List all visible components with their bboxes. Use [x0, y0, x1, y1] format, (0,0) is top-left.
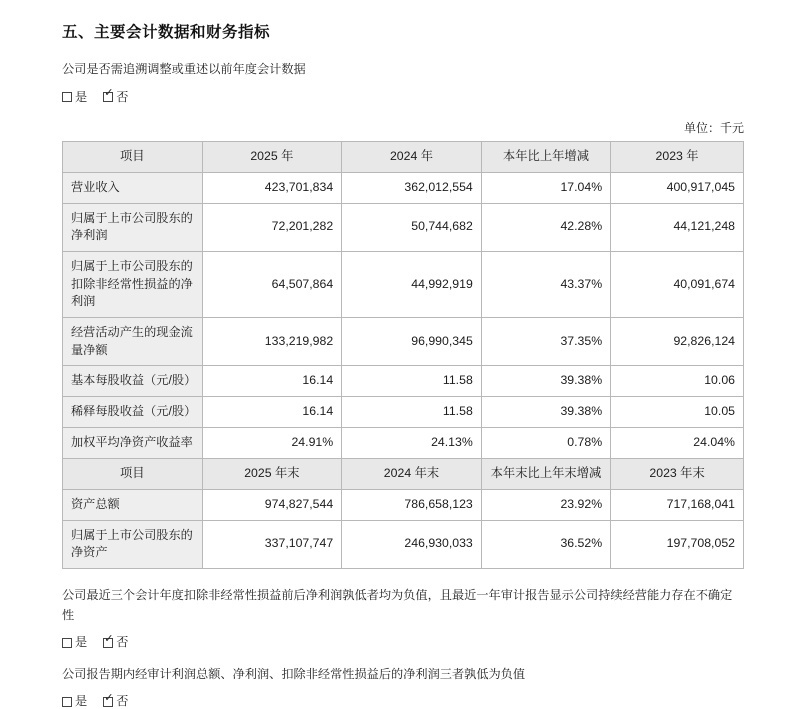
row-value-b: 44,992,919	[342, 251, 482, 317]
table-row	[63, 489, 744, 520]
intro-choice-row	[62, 88, 744, 105]
row-value-a: 423,701,834	[202, 172, 342, 203]
header1-col-d: 2023 年	[611, 141, 744, 172]
header2-col-a: 2025 年末	[202, 458, 342, 489]
row-value-d: 10.05	[611, 397, 744, 428]
checkbox-unchecked-icon[interactable]	[62, 638, 72, 648]
table-row	[63, 366, 744, 397]
row-value-a: 64,507,864	[202, 251, 342, 317]
intro-choice-no-label: 否	[116, 89, 129, 104]
table-row	[63, 428, 744, 459]
row-value-d: 24.04%	[611, 428, 744, 459]
row-value-b: 50,744,682	[342, 203, 482, 251]
header1-col-c: 本年比上年增减	[481, 141, 610, 172]
row-label: 稀释每股收益（元/股）	[63, 397, 203, 428]
row-value-d: 197,708,052	[611, 520, 744, 568]
row-value-b: 96,990,345	[342, 318, 482, 366]
row-value-c: 23.92%	[481, 489, 610, 520]
row-label: 加权平均净资产收益率	[63, 428, 203, 459]
header1-col-b: 2024 年	[342, 141, 482, 172]
checkbox-unchecked-icon[interactable]	[62, 92, 72, 102]
row-label: 归属于上市公司股东的扣除非经常性损益的净利润	[63, 251, 203, 317]
row-label: 营业收入	[63, 172, 203, 203]
intro-choice-no[interactable]	[103, 88, 128, 105]
row-label: 经营活动产生的现金流量净额	[63, 318, 203, 366]
row-value-c: 0.78%	[481, 428, 610, 459]
row-value-a: 24.91%	[202, 428, 342, 459]
row-label: 资产总额	[63, 489, 203, 520]
unit-note: 单位：千元	[683, 120, 744, 135]
checkbox-unchecked-icon[interactable]	[62, 697, 72, 707]
row-label: 归属于上市公司股东的净利润	[63, 203, 203, 251]
row-value-c: 39.38%	[481, 366, 610, 397]
row-value-d: 40,091,674	[611, 251, 744, 317]
note2-choice-row	[62, 692, 744, 709]
row-value-a: 16.14	[202, 366, 342, 397]
note2-choice-yes[interactable]	[62, 692, 87, 709]
row-label: 归属于上市公司股东的净资产	[63, 520, 203, 568]
intro-choice-yes[interactable]	[62, 88, 87, 105]
table-header-row-1	[63, 141, 744, 172]
row-value-a: 974,827,544	[202, 489, 342, 520]
note1-choice-yes[interactable]	[62, 633, 87, 650]
checkbox-checked-icon[interactable]	[103, 697, 113, 707]
row-value-c: 39.38%	[481, 397, 610, 428]
header2-col-d: 2023 年末	[611, 458, 744, 489]
note1-choice-no[interactable]	[103, 633, 128, 650]
note1-choice-no-label: 否	[116, 635, 129, 650]
header2-label: 项目	[63, 458, 203, 489]
header1-label: 项目	[63, 141, 203, 172]
table-row	[63, 251, 744, 317]
row-value-b: 246,930,033	[342, 520, 482, 568]
table-row	[63, 520, 744, 568]
table-header-row-2	[63, 458, 744, 489]
header2-col-c: 本年末比上年末增减	[481, 458, 610, 489]
table-row	[63, 318, 744, 366]
table-row	[63, 203, 744, 251]
row-value-a: 16.14	[202, 397, 342, 428]
row-value-b: 11.58	[342, 366, 482, 397]
intro-paragraph: 公司是否需追溯调整或重述以前年度会计数据	[62, 62, 306, 76]
checkbox-checked-icon[interactable]	[103, 638, 113, 648]
checkbox-checked-icon[interactable]	[103, 92, 113, 102]
row-value-c: 17.04%	[481, 172, 610, 203]
row-value-d: 10.06	[611, 366, 744, 397]
row-value-d: 44,121,248	[611, 203, 744, 251]
row-value-d: 92,826,124	[611, 318, 744, 366]
note2-choice-no[interactable]	[103, 692, 128, 709]
row-value-d: 717,168,041	[611, 489, 744, 520]
row-value-d: 400,917,045	[611, 172, 744, 203]
page-title: 五、主要会计数据和财务指标	[62, 24, 271, 41]
row-value-b: 786,658,123	[342, 489, 482, 520]
row-value-c: 43.37%	[481, 251, 610, 317]
row-value-c: 42.28%	[481, 203, 610, 251]
row-value-b: 11.58	[342, 397, 482, 428]
row-value-c: 36.52%	[481, 520, 610, 568]
row-value-a: 133,219,982	[202, 318, 342, 366]
header1-col-a: 2025 年	[202, 141, 342, 172]
note2-choice-yes-label: 是	[75, 694, 88, 709]
header2-col-b: 2024 年末	[342, 458, 482, 489]
note1-choice-row	[62, 633, 744, 650]
note2-choice-no-label: 否	[116, 694, 129, 709]
row-value-a: 337,107,747	[202, 520, 342, 568]
financial-table	[62, 141, 744, 569]
row-value-a: 72,201,282	[202, 203, 342, 251]
row-value-c: 37.35%	[481, 318, 610, 366]
table-row	[63, 172, 744, 203]
note1-text: 公司最近三个会计年度扣除非经常性损益前后净利润孰低者均为负值，且最近一年审计报告显示公司持续经营能力存在不确定性	[62, 587, 733, 623]
table-row	[63, 397, 744, 428]
note2-text: 公司报告期内经审计利润总额、净利润、扣除非经常性损益后的净利润三者孰低为负值	[62, 667, 526, 682]
note1-choice-yes-label: 是	[75, 635, 88, 650]
row-value-b: 24.13%	[342, 428, 482, 459]
row-label: 基本每股收益（元/股）	[63, 366, 203, 397]
row-value-b: 362,012,554	[342, 172, 482, 203]
intro-choice-yes-label: 是	[75, 89, 88, 104]
